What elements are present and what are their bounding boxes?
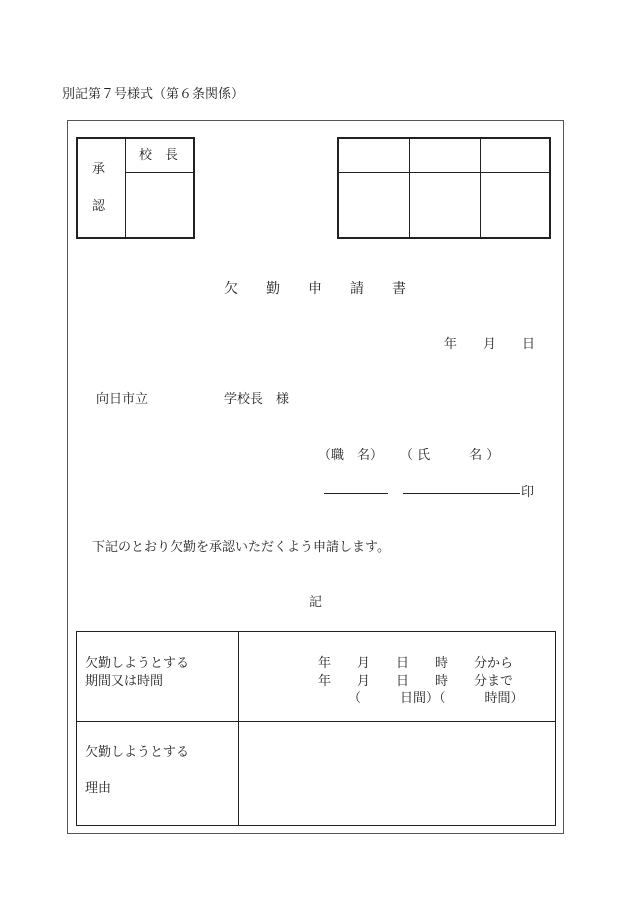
- seal-mark: 印: [521, 485, 535, 500]
- form-number-label: 別記第７号様式（第６条関係）: [62, 87, 245, 102]
- ki-heading: 記: [309, 595, 323, 610]
- document-title: 欠 勤 申 請 書: [224, 281, 406, 297]
- stamp-grid: [337, 137, 551, 239]
- period-label-line1: 欠勤しようとする: [85, 656, 190, 671]
- position-line: [324, 493, 388, 494]
- approval-label-top: 承: [92, 162, 106, 177]
- approval-label-bottom: 認: [92, 199, 106, 214]
- addressee-school: 学校長 様: [224, 392, 290, 407]
- name-label: （ 氏 名 ）: [400, 448, 500, 463]
- principal-label: 校 長: [139, 148, 179, 163]
- reason-label-line1: 欠勤しようとする: [85, 745, 190, 760]
- position-label: （職 名）: [318, 448, 384, 463]
- period-from-row: 年 月 日 時 分から: [318, 656, 514, 671]
- period-label-line2: 期間又は時間: [85, 674, 164, 689]
- addressee-city: 向日市立: [96, 392, 149, 407]
- period-duration-row: （ 日間）（ 時間）: [348, 691, 524, 706]
- request-text: 下記のとおり欠勤を承認いただくよう申請します。: [92, 540, 390, 555]
- name-line: [403, 493, 520, 494]
- period-to-row: 年 月 日 時 分まで: [318, 674, 514, 689]
- date-line: 年 月 日: [444, 337, 536, 352]
- reason-label-line2: 理由: [85, 781, 112, 796]
